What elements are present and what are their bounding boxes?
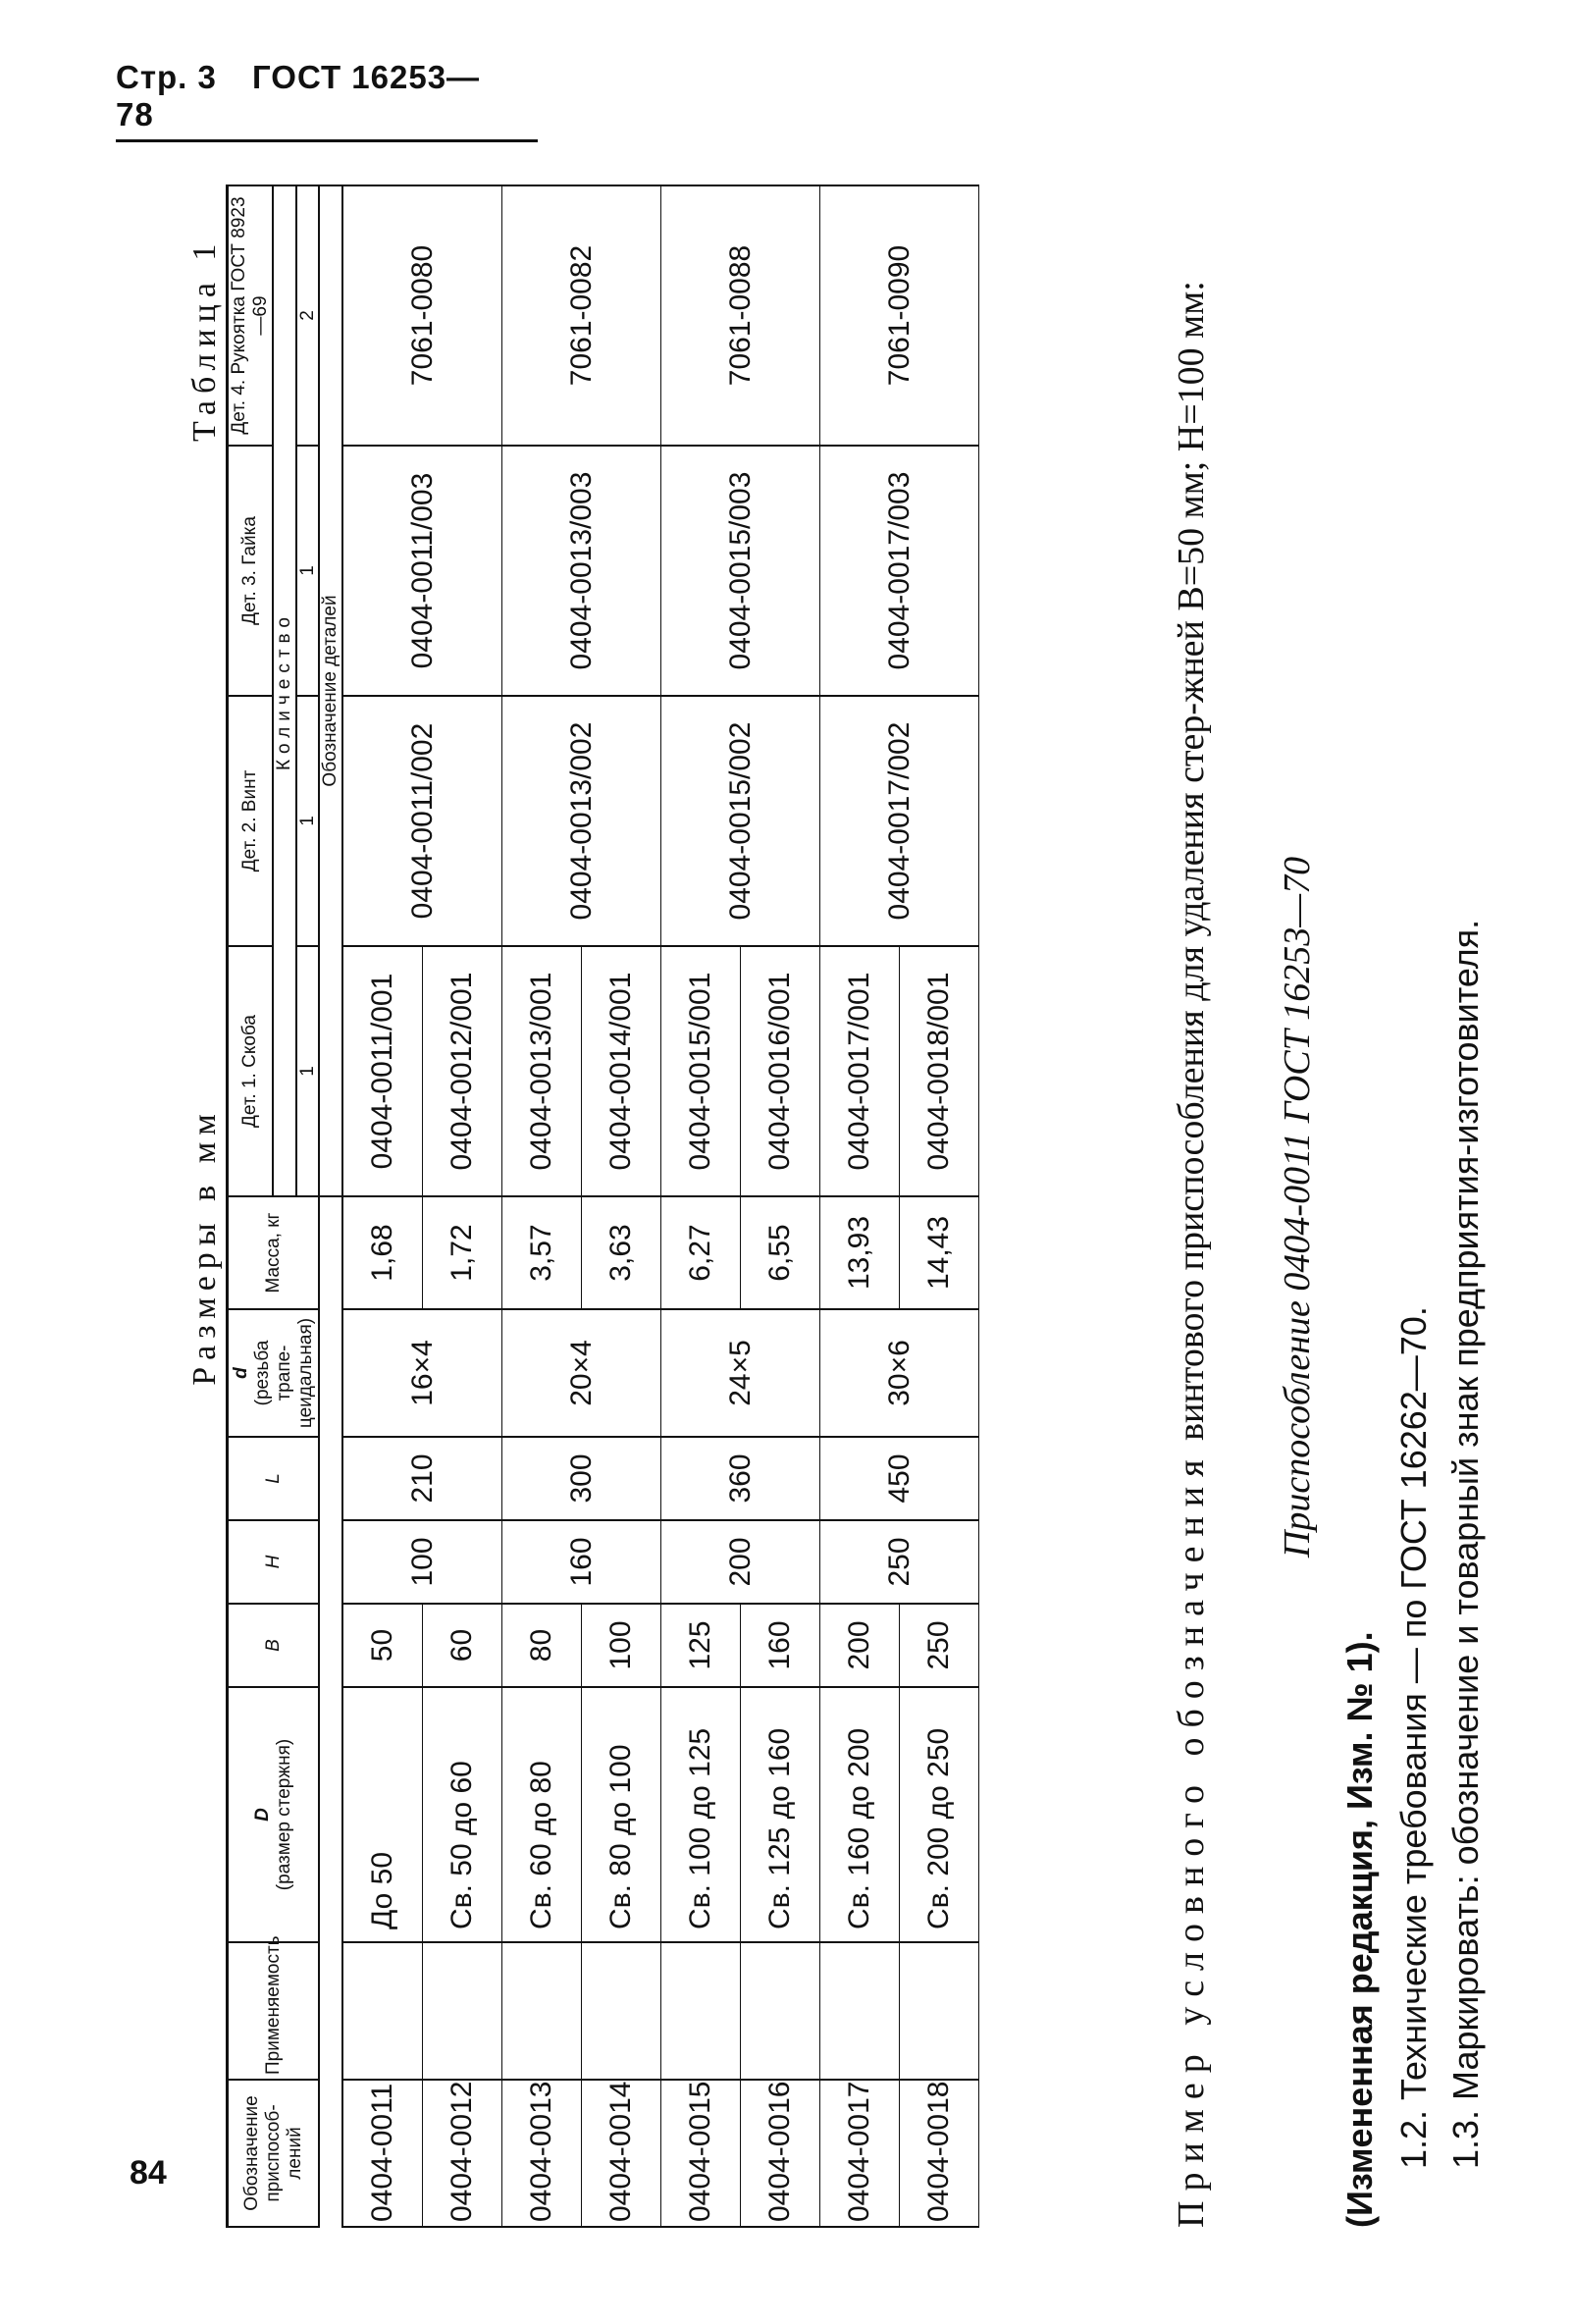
- cell-mass: 13,93: [820, 1196, 900, 1309]
- header-applicability: Применяемость: [228, 1942, 320, 2080]
- cell-applicability: [661, 1942, 741, 2080]
- cell-det1: 0404-0015/001: [661, 946, 741, 1196]
- cell-det1: 0404-0012/001: [423, 946, 502, 1196]
- units-caption: Размеры в мм: [186, 1107, 223, 1386]
- cell-d: Св. 100 до 125: [661, 1687, 741, 1942]
- cell-det4: 7061-0090: [820, 185, 979, 446]
- page-number: 84: [130, 2154, 167, 2192]
- header-d-size: [228, 1687, 320, 1942]
- page-header: [116, 59, 538, 142]
- cell-det1: 0404-0014/001: [582, 946, 661, 1196]
- cell-det1: 0404-0016/001: [741, 946, 820, 1196]
- cell-designation: 0404-0015: [661, 2080, 741, 2227]
- cell-b: 125: [661, 1604, 741, 1687]
- cell-applicability: [423, 1942, 502, 2080]
- cell-det3: 0404-0013/003: [502, 446, 661, 696]
- cell-h: 200: [661, 1520, 820, 1604]
- cell-det4: 7061-0082: [502, 185, 661, 446]
- cell-b: 60: [423, 1604, 502, 1687]
- header-d-symbol: D: [251, 1808, 273, 1822]
- table-row: [502, 185, 582, 2227]
- cell-applicability: [502, 1942, 582, 2080]
- example-designation: Приспособление 0404-0011 ГОСТ 16253—70: [1277, 856, 1318, 1558]
- table-row: [820, 185, 900, 2227]
- cell-d: Св. 60 до 80: [502, 1687, 582, 1942]
- cell-designation: 0404-0013: [502, 2080, 582, 2227]
- header-det4: Дет. 4. Рукоятка ГОСТ 8923—69: [228, 185, 273, 446]
- cell-h: 250: [820, 1520, 979, 1604]
- cell-l: 210: [342, 1437, 502, 1520]
- amendment-note: (Измененная редакция, Изм. № 1).: [1339, 1631, 1380, 2228]
- cell-det2: 0404-0011/002: [342, 696, 502, 946]
- cell-det1: 0404-0018/001: [900, 946, 979, 1196]
- cell-det3: 0404-0017/003: [820, 446, 979, 696]
- cell-d: Св. 80 до 100: [582, 1687, 661, 1942]
- header-qty-2: 1: [296, 696, 320, 946]
- cell-applicability: [820, 1942, 900, 2080]
- cell-mass: 3,63: [582, 1196, 661, 1309]
- standard-label: ГОСТ 16253—78: [116, 59, 481, 132]
- cell-b: 50: [342, 1604, 423, 1687]
- header-h: H: [228, 1520, 320, 1604]
- header-thread-symbol: d: [231, 1367, 251, 1379]
- header-spacer: [319, 1196, 342, 2227]
- requirement-1-2: 1.2. Технические требования — по ГОСТ 16262—70.: [1393, 1306, 1434, 2169]
- cell-d: Св. 50 до 60: [423, 1687, 502, 1942]
- table-row: [342, 185, 423, 2227]
- header-qty-3: 1: [296, 446, 320, 696]
- header-l: L: [228, 1437, 320, 1520]
- example-lead: Пример условного обозначения: [1171, 1450, 1212, 2228]
- header-b: B: [228, 1604, 320, 1687]
- cell-det2: 0404-0013/002: [502, 696, 661, 946]
- header-det2: Дет. 2. Винт: [228, 696, 273, 946]
- cell-thread: 24×5: [661, 1309, 820, 1437]
- cell-b: 80: [502, 1604, 582, 1687]
- cell-d: До 50: [342, 1687, 423, 1942]
- cell-b: 100: [582, 1604, 661, 1687]
- page-label: Стр. 3: [116, 59, 217, 95]
- header-mass: Масса, кг: [228, 1196, 320, 1309]
- cell-det1: 0404-0017/001: [820, 946, 900, 1196]
- cell-applicability: [900, 1942, 979, 2080]
- cell-l: 300: [502, 1437, 661, 1520]
- cell-l: 360: [661, 1437, 820, 1520]
- cell-designation: 0404-0012: [423, 2080, 502, 2227]
- cell-det3: 0404-0011/003: [342, 446, 502, 696]
- rotated-page-content: [186, 167, 1541, 2228]
- cell-det2: 0404-0017/002: [820, 696, 979, 946]
- table-caption: Таблица 1: [186, 237, 223, 442]
- header-thread-description: (резьба трапе-цеидальная): [251, 1317, 316, 1429]
- cell-b: 250: [900, 1604, 979, 1687]
- cell-det3: 0404-0015/003: [661, 446, 820, 696]
- cell-thread: 20×4: [502, 1309, 661, 1437]
- cell-mass: 1,68: [342, 1196, 423, 1309]
- cell-det1: 0404-0011/001: [342, 946, 423, 1196]
- cell-mass: 6,27: [661, 1196, 741, 1309]
- cell-det1: 0404-0013/001: [502, 946, 582, 1196]
- cell-d: Св. 160 до 200: [820, 1687, 900, 1942]
- header-part-designation: Обозначение деталей: [319, 185, 342, 1196]
- table-row: [661, 185, 741, 2227]
- example-text: винтового приспособления для удаления стер-жней B=50 мм; H=100 мм:: [1171, 281, 1212, 1441]
- cell-d: Св. 125 до 160: [741, 1687, 820, 1942]
- cell-applicability: [582, 1942, 661, 2080]
- cell-designation: 0404-0018: [900, 2080, 979, 2227]
- cell-h: 160: [502, 1520, 661, 1604]
- designation-example: [1168, 186, 1216, 2228]
- cell-det4: 7061-0088: [661, 185, 820, 446]
- header-qty-4: 2: [296, 185, 320, 446]
- cell-det4: 7061-0080: [342, 185, 502, 446]
- cell-l: 450: [820, 1437, 979, 1520]
- cell-designation: 0404-0011: [342, 2080, 423, 2227]
- cell-h: 100: [342, 1520, 502, 1604]
- cell-thread: 16×4: [342, 1309, 502, 1437]
- cell-designation: 0404-0016: [741, 2080, 820, 2227]
- header-det3: Дет. 3. Гайка: [228, 446, 273, 696]
- header-designation: Обозначение приспособ-лений: [228, 2080, 320, 2227]
- header-quantity: Количество: [273, 185, 296, 1196]
- cell-det2: 0404-0015/002: [661, 696, 820, 946]
- header-d-description: (размер стержня): [273, 1738, 294, 1891]
- cell-mass: 1,72: [423, 1196, 502, 1309]
- cell-mass: 14,43: [900, 1196, 979, 1309]
- cell-designation: 0404-0017: [820, 2080, 900, 2227]
- requirement-1-3: 1.3. Маркировать: обозначение и товарный знак предприятия-изготовителя.: [1445, 919, 1486, 2169]
- header-det1: Дет. 1. Скоба: [228, 946, 273, 1196]
- cell-designation: 0404-0014: [582, 2080, 661, 2227]
- header-qty-1: 1: [296, 946, 320, 1196]
- cell-applicability: [741, 1942, 820, 2080]
- cell-b: 160: [741, 1604, 820, 1687]
- cell-b: 200: [820, 1604, 900, 1687]
- cell-mass: 3,57: [502, 1196, 582, 1309]
- cell-thread: 30×6: [820, 1309, 979, 1437]
- cell-d: Св. 200 до 250: [900, 1687, 979, 1942]
- cell-applicability: [342, 1942, 423, 2080]
- cell-mass: 6,55: [741, 1196, 820, 1309]
- specs-table: [226, 185, 979, 2228]
- header-thread: [228, 1309, 320, 1437]
